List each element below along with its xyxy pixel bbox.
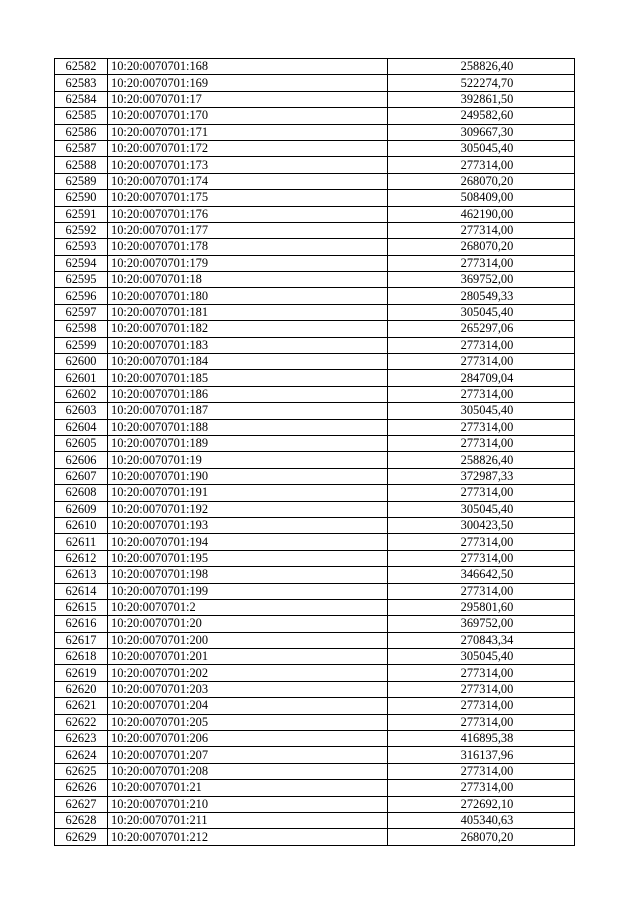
cadastral-value-cell: 277314,00 — [388, 255, 575, 271]
cadastral-number-cell: 10:20:0070701:177 — [108, 222, 388, 238]
table-row — [55, 550, 575, 566]
row-number-cell: 62625 — [55, 763, 108, 779]
row-number-cell: 62585 — [55, 108, 108, 124]
cadastral-number-cell: 10:20:0070701:204 — [108, 698, 388, 714]
table-row — [55, 747, 575, 763]
cadastral-number-cell: 10:20:0070701:18 — [108, 272, 388, 288]
row-number-cell: 62628 — [55, 812, 108, 828]
cadastral-number-cell: 10:20:0070701:182 — [108, 321, 388, 337]
table-row — [55, 173, 575, 189]
cadastral-number-cell: 10:20:0070701:17 — [108, 91, 388, 107]
row-number-cell: 62607 — [55, 468, 108, 484]
cadastral-value-cell: 346642,50 — [388, 567, 575, 583]
cadastral-value-cell: 416895,38 — [388, 731, 575, 747]
cadastral-value-cell: 268070,20 — [388, 239, 575, 255]
cadastral-number-cell: 10:20:0070701:202 — [108, 665, 388, 681]
cadastral-number-cell: 10:20:0070701:2 — [108, 599, 388, 615]
table-row — [55, 222, 575, 238]
row-number-cell: 62617 — [55, 632, 108, 648]
cadastral-value-cell: 249582,60 — [388, 108, 575, 124]
cadastral-number-cell: 10:20:0070701:199 — [108, 583, 388, 599]
table-row — [55, 829, 575, 845]
row-number-cell: 62592 — [55, 222, 108, 238]
cadastral-value-cell: 277314,00 — [388, 435, 575, 451]
cadastral-number-cell: 10:20:0070701:203 — [108, 681, 388, 697]
cadastral-number-cell: 10:20:0070701:206 — [108, 731, 388, 747]
row-number-cell: 62613 — [55, 567, 108, 583]
row-number-cell: 62627 — [55, 796, 108, 812]
cadastral-value-cell: 277314,00 — [388, 419, 575, 435]
cadastral-number-cell: 10:20:0070701:198 — [108, 567, 388, 583]
row-number-cell: 62612 — [55, 550, 108, 566]
cadastral-value-cell: 272692,10 — [388, 796, 575, 812]
cadastral-value-cell: 277314,00 — [388, 583, 575, 599]
cadastral-number-cell: 10:20:0070701:210 — [108, 796, 388, 812]
cadastral-value-cell: 277314,00 — [388, 485, 575, 501]
cadastral-number-cell: 10:20:0070701:171 — [108, 124, 388, 140]
cadastral-value-cell: 372987,33 — [388, 468, 575, 484]
row-number-cell: 62629 — [55, 829, 108, 845]
cadastral-value-cell: 305045,40 — [388, 304, 575, 320]
cadastral-value-cell: 265297,06 — [388, 321, 575, 337]
table-row — [55, 321, 575, 337]
cadastral-number-cell: 10:20:0070701:183 — [108, 337, 388, 353]
cadastral-value-cell: 305045,40 — [388, 501, 575, 517]
cadastral-number-cell: 10:20:0070701:190 — [108, 468, 388, 484]
cadastral-value-cell: 277314,00 — [388, 681, 575, 697]
table-row — [55, 649, 575, 665]
table-row — [55, 337, 575, 353]
table-row — [55, 124, 575, 140]
cadastral-number-cell: 10:20:0070701:169 — [108, 75, 388, 91]
cadastral-value-cell: 280549,33 — [388, 288, 575, 304]
table-row — [55, 452, 575, 468]
cadastral-value-cell: 277314,00 — [388, 763, 575, 779]
table-row — [55, 370, 575, 386]
cadastral-number-cell: 10:20:0070701:21 — [108, 780, 388, 796]
table-row — [55, 698, 575, 714]
row-number-cell: 62598 — [55, 321, 108, 337]
cadastral-value-cell: 258826,40 — [388, 59, 575, 75]
table-row — [55, 517, 575, 533]
table-row — [55, 75, 575, 91]
cadastral-value-cell: 277314,00 — [388, 665, 575, 681]
cadastral-value-cell: 270843,34 — [388, 632, 575, 648]
row-number-cell: 62621 — [55, 698, 108, 714]
cadastral-value-cell: 392861,50 — [388, 91, 575, 107]
row-number-cell: 62604 — [55, 419, 108, 435]
cadastral-number-cell: 10:20:0070701:184 — [108, 354, 388, 370]
table-row — [55, 665, 575, 681]
cadastral-number-cell: 10:20:0070701:173 — [108, 157, 388, 173]
cadastral-value-cell: 295801,60 — [388, 599, 575, 615]
cadastral-value-cell: 369752,00 — [388, 272, 575, 288]
row-number-cell: 62602 — [55, 386, 108, 402]
cadastral-number-cell: 10:20:0070701:187 — [108, 403, 388, 419]
row-number-cell: 62618 — [55, 649, 108, 665]
row-number-cell: 62620 — [55, 681, 108, 697]
cadastral-value-cell: 309667,30 — [388, 124, 575, 140]
table-row — [55, 681, 575, 697]
cadastral-value-cell: 268070,20 — [388, 173, 575, 189]
cadastral-value-cell: 277314,00 — [388, 550, 575, 566]
table-row — [55, 485, 575, 501]
row-number-cell: 62608 — [55, 485, 108, 501]
cadastral-number-cell: 10:20:0070701:193 — [108, 517, 388, 533]
table-row — [55, 190, 575, 206]
cadastral-number-cell: 10:20:0070701:186 — [108, 386, 388, 402]
row-number-cell: 62624 — [55, 747, 108, 763]
row-number-cell: 62600 — [55, 354, 108, 370]
cadastral-number-cell: 10:20:0070701:175 — [108, 190, 388, 206]
table-row — [55, 239, 575, 255]
cadastral-value-cell: 277314,00 — [388, 780, 575, 796]
table-row — [55, 272, 575, 288]
cadastral-value-cell: 462190,00 — [388, 206, 575, 222]
row-number-cell: 62587 — [55, 140, 108, 156]
table-row — [55, 501, 575, 517]
row-number-cell: 62594 — [55, 255, 108, 271]
row-number-cell: 62622 — [55, 714, 108, 730]
cadastral-value-cell: 277314,00 — [388, 222, 575, 238]
cadastral-number-cell: 10:20:0070701:191 — [108, 485, 388, 501]
table-row — [55, 583, 575, 599]
cadastral-number-cell: 10:20:0070701:20 — [108, 616, 388, 632]
cadastral-number-cell: 10:20:0070701:189 — [108, 435, 388, 451]
cadastral-number-cell: 10:20:0070701:212 — [108, 829, 388, 845]
row-number-cell: 62584 — [55, 91, 108, 107]
table-row — [55, 304, 575, 320]
cadastral-number-cell: 10:20:0070701:207 — [108, 747, 388, 763]
row-number-cell: 62601 — [55, 370, 108, 386]
table-row — [55, 206, 575, 222]
row-number-cell: 62609 — [55, 501, 108, 517]
table-row — [55, 796, 575, 812]
cadastral-value-table — [54, 58, 575, 846]
cadastral-value-cell: 277314,00 — [388, 698, 575, 714]
row-number-cell: 62626 — [55, 780, 108, 796]
cadastral-number-cell: 10:20:0070701:179 — [108, 255, 388, 271]
cadastral-value-cell: 258826,40 — [388, 452, 575, 468]
cadastral-number-cell: 10:20:0070701:176 — [108, 206, 388, 222]
table-row — [55, 763, 575, 779]
table-row — [55, 567, 575, 583]
row-number-cell: 62606 — [55, 452, 108, 468]
table-row — [55, 632, 575, 648]
cadastral-value-cell: 316137,96 — [388, 747, 575, 763]
table-row — [55, 780, 575, 796]
table-row — [55, 731, 575, 747]
cadastral-number-cell: 10:20:0070701:200 — [108, 632, 388, 648]
cadastral-number-cell: 10:20:0070701:201 — [108, 649, 388, 665]
row-number-cell: 62611 — [55, 534, 108, 550]
cadastral-value-cell: 277314,00 — [388, 534, 575, 550]
row-number-cell: 62583 — [55, 75, 108, 91]
cadastral-value-cell: 508409,00 — [388, 190, 575, 206]
table-row — [55, 91, 575, 107]
row-number-cell: 62593 — [55, 239, 108, 255]
cadastral-number-cell: 10:20:0070701:178 — [108, 239, 388, 255]
cadastral-value-cell: 305045,40 — [388, 140, 575, 156]
cadastral-value-cell: 369752,00 — [388, 616, 575, 632]
cadastral-number-cell: 10:20:0070701:188 — [108, 419, 388, 435]
cadastral-value-cell: 305045,40 — [388, 403, 575, 419]
cadastral-number-cell: 10:20:0070701:170 — [108, 108, 388, 124]
row-number-cell: 62623 — [55, 731, 108, 747]
row-number-cell: 62605 — [55, 435, 108, 451]
row-number-cell: 62596 — [55, 288, 108, 304]
cadastral-value-cell: 268070,20 — [388, 829, 575, 845]
table-row — [55, 435, 575, 451]
table-body — [55, 59, 575, 846]
row-number-cell: 62615 — [55, 599, 108, 615]
row-number-cell: 62610 — [55, 517, 108, 533]
row-number-cell: 62590 — [55, 190, 108, 206]
table-row — [55, 255, 575, 271]
table-row — [55, 419, 575, 435]
cadastral-value-cell: 305045,40 — [388, 649, 575, 665]
cadastral-number-cell: 10:20:0070701:205 — [108, 714, 388, 730]
cadastral-value-cell: 277314,00 — [388, 386, 575, 402]
row-number-cell: 62588 — [55, 157, 108, 173]
row-number-cell: 62616 — [55, 616, 108, 632]
table-row — [55, 354, 575, 370]
row-number-cell: 62599 — [55, 337, 108, 353]
cadastral-value-cell: 277314,00 — [388, 714, 575, 730]
cadastral-value-cell: 405340,63 — [388, 812, 575, 828]
cadastral-number-cell: 10:20:0070701:19 — [108, 452, 388, 468]
cadastral-number-cell: 10:20:0070701:194 — [108, 534, 388, 550]
cadastral-value-cell: 522274,70 — [388, 75, 575, 91]
cadastral-number-cell: 10:20:0070701:180 — [108, 288, 388, 304]
cadastral-number-cell: 10:20:0070701:172 — [108, 140, 388, 156]
cadastral-number-cell: 10:20:0070701:181 — [108, 304, 388, 320]
cadastral-value-cell: 277314,00 — [388, 337, 575, 353]
row-number-cell: 62597 — [55, 304, 108, 320]
cadastral-number-cell: 10:20:0070701:211 — [108, 812, 388, 828]
cadastral-value-cell: 277314,00 — [388, 157, 575, 173]
row-number-cell: 62591 — [55, 206, 108, 222]
table-row — [55, 468, 575, 484]
cadastral-number-cell: 10:20:0070701:208 — [108, 763, 388, 779]
row-number-cell: 62614 — [55, 583, 108, 599]
cadastral-value-cell: 284709,04 — [388, 370, 575, 386]
cadastral-number-cell: 10:20:0070701:168 — [108, 59, 388, 75]
document-page — [54, 58, 575, 846]
row-number-cell: 62595 — [55, 272, 108, 288]
cadastral-value-cell: 277314,00 — [388, 354, 575, 370]
table-row — [55, 616, 575, 632]
table-row — [55, 714, 575, 730]
cadastral-number-cell: 10:20:0070701:192 — [108, 501, 388, 517]
table-row — [55, 534, 575, 550]
table-row — [55, 157, 575, 173]
cadastral-number-cell: 10:20:0070701:174 — [108, 173, 388, 189]
cadastral-number-cell: 10:20:0070701:195 — [108, 550, 388, 566]
table-row — [55, 108, 575, 124]
table-row — [55, 59, 575, 75]
row-number-cell: 62619 — [55, 665, 108, 681]
row-number-cell: 62589 — [55, 173, 108, 189]
cadastral-number-cell: 10:20:0070701:185 — [108, 370, 388, 386]
row-number-cell: 62603 — [55, 403, 108, 419]
table-row — [55, 812, 575, 828]
table-row — [55, 288, 575, 304]
table-row — [55, 403, 575, 419]
table-row — [55, 140, 575, 156]
row-number-cell: 62582 — [55, 59, 108, 75]
table-row — [55, 599, 575, 615]
row-number-cell: 62586 — [55, 124, 108, 140]
table-row — [55, 386, 575, 402]
cadastral-value-cell: 300423,50 — [388, 517, 575, 533]
